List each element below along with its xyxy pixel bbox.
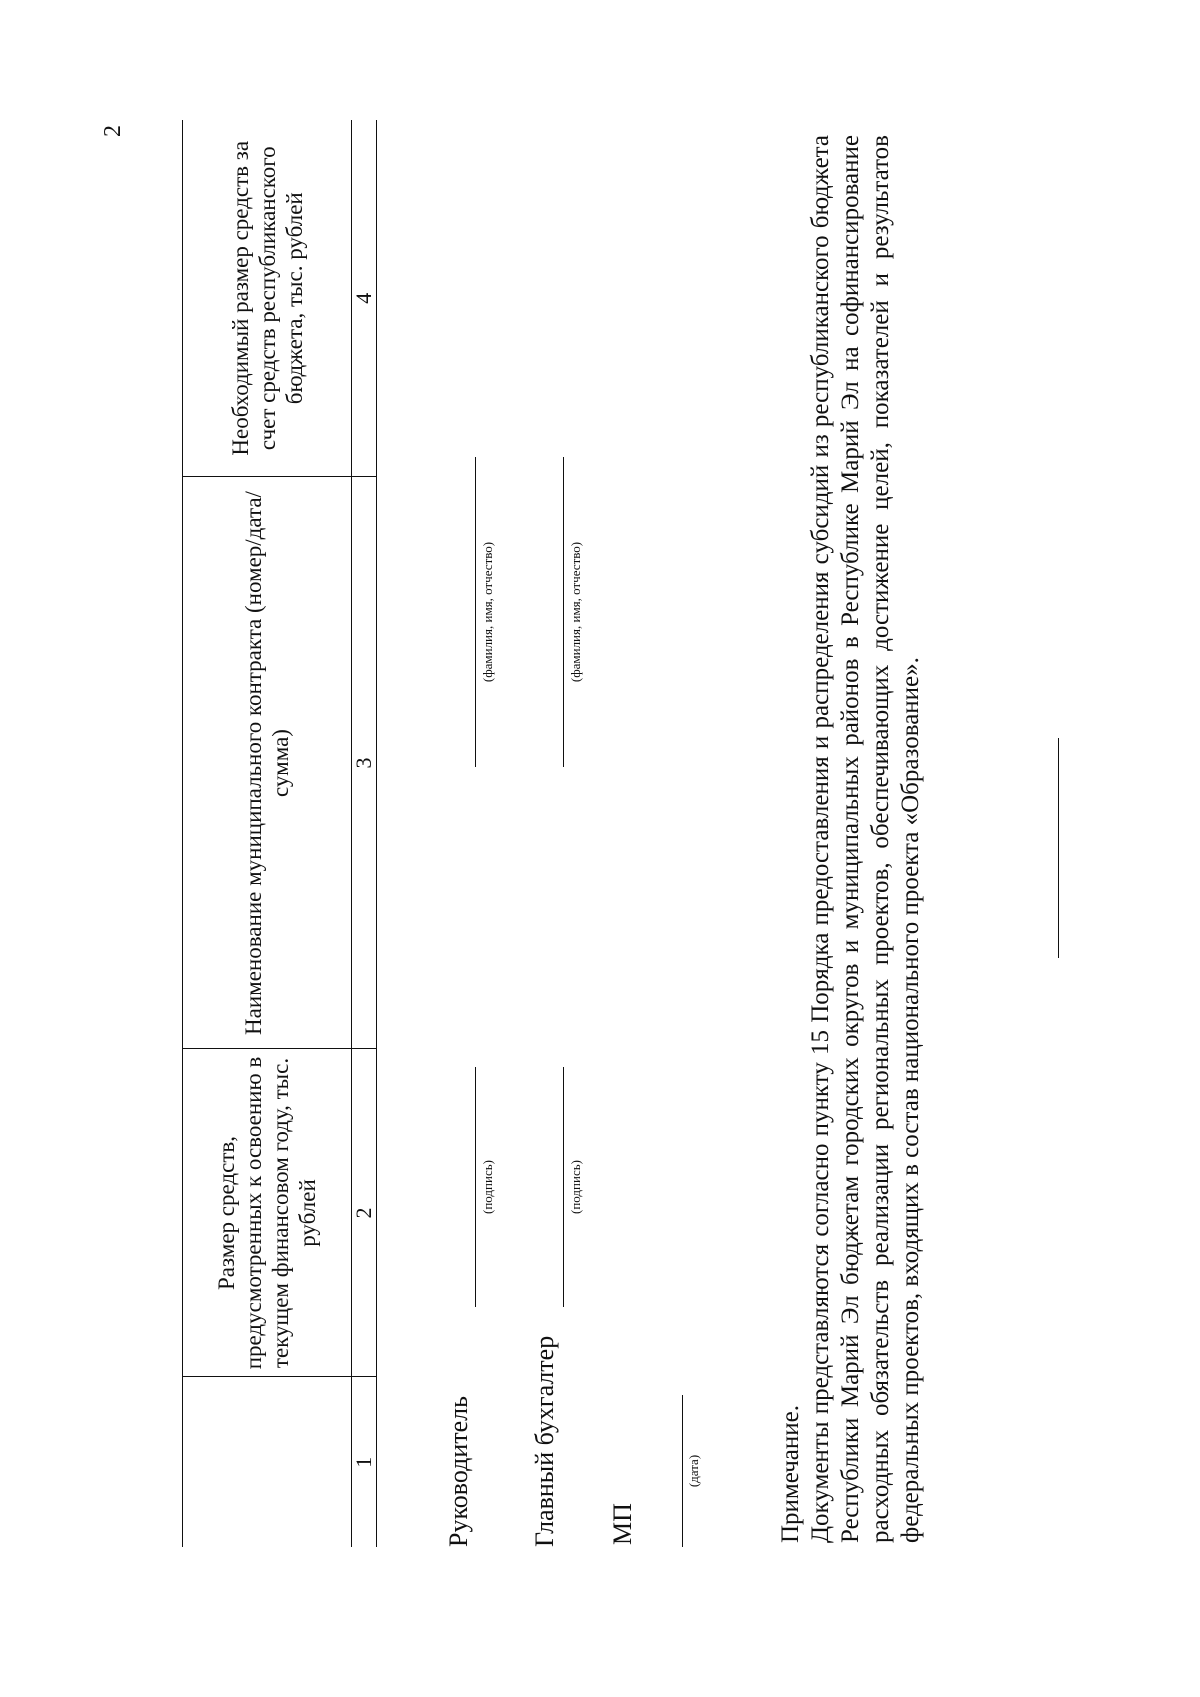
header-cell-2: Размер средств, предусмотренных к освоению в текущем финансовом году, тыс. рублей	[183, 1049, 352, 1377]
column-number-4: 4	[352, 120, 377, 477]
date-caption: (дата)	[686, 1454, 701, 1488]
accountant-signature-caption: (подпись)	[568, 1160, 583, 1214]
accountant-label: Главный бухгалтер	[530, 1335, 559, 1547]
accountant-signature-line	[563, 1067, 564, 1307]
column-number-3: 3	[352, 477, 377, 1049]
accountant-name-line	[563, 457, 564, 767]
note-title: Примечание.	[777, 1404, 804, 1543]
column-numbers-row	[352, 120, 377, 1547]
accountant-name-caption: (фамилия, имя, отчество)	[568, 541, 583, 683]
table-header-row	[183, 120, 352, 1547]
header-cell-4: Необходимый размер средств за счет средств республиканского бюджета, тыс. рублей	[183, 120, 352, 477]
note-body: Документы представляются согласно пункту 15 Порядка предоставления и распределения субсидий из республиканского бюджета Республики Марий Эл бюджетам городских округов и муниципальных районов в Республике Марий Эл на софинансирование расходных обязательств реализации региональных проектов, обеспечивающих достижение целей, показателей и результатов федеральных проектов, входящих в состав национального проекта «Образование».	[807, 135, 924, 1543]
page-number: 2	[100, 125, 126, 137]
contracts-table	[182, 120, 377, 1547]
header-cell-1	[183, 1377, 352, 1547]
head-name-line	[475, 457, 476, 767]
head-label: Руководитель	[444, 1396, 473, 1547]
column-number-1: 1	[352, 1377, 377, 1547]
head-signature-line	[475, 1067, 476, 1307]
head-name-caption: (фамилия, имя, отчество)	[480, 541, 495, 683]
seal-label: МП	[608, 1503, 637, 1545]
header-cell-3: Наименование муниципального контракта (номер/дата/сумма)	[183, 477, 352, 1049]
end-separator-line	[1058, 738, 1059, 958]
head-signature-caption: (подпись)	[480, 1160, 495, 1214]
date-line	[682, 1395, 683, 1547]
column-number-2: 2	[352, 1049, 377, 1377]
